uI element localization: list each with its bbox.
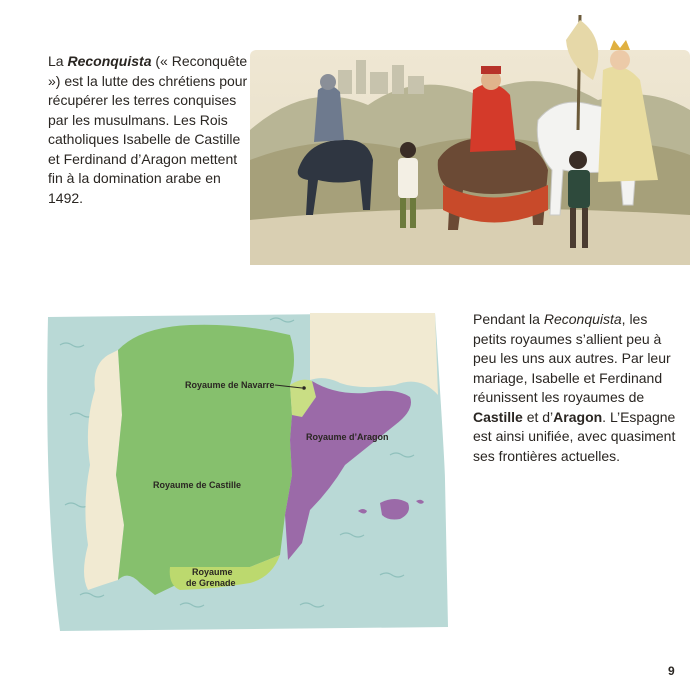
intro-text: (« Reconquête ») est la lutte des chrétiens pour récupérer les terres conquises par les musulmans. Les Rois catholiques Isabelle de Castille et Ferdinand d’Aragon mettent fin à la domination arabe en 1492. [48,53,248,206]
body-paragraph [473,310,678,466]
intro-prefix: La [48,53,68,69]
reconquista-illustration [248,10,700,270]
label-aragon: Royaume d’Aragon [306,432,389,442]
label-grenade-1: Royaume [192,567,233,577]
spain-kingdoms-map [40,305,450,635]
body-term: Reconquista [543,311,622,327]
castille-region [116,325,294,595]
body-text-1: Pendant la [473,311,544,327]
page-number: 9 [668,664,675,678]
label-grenade-2: de Grenade [186,578,236,588]
intro-paragraph [48,52,248,208]
intro-term: Reconquista [67,53,152,69]
label-castille: Royaume de Castille [153,480,242,490]
label-navarre: Royaume de Navarre [185,380,275,390]
body-text-4: . L’Espagne est ainsi unifiée, avec quasiment ses frontières actuelles. [473,408,676,464]
body-text-2: , les petits royaumes s’allient peu à peu les uns aux autres. Par leur mariage, Isabelle et Ferdinand réunissent les royaumes de [473,311,671,405]
body-aragon: Aragon [553,408,603,425]
body-castille: Castille [473,408,523,425]
body-text-3: et d’ [522,408,554,425]
